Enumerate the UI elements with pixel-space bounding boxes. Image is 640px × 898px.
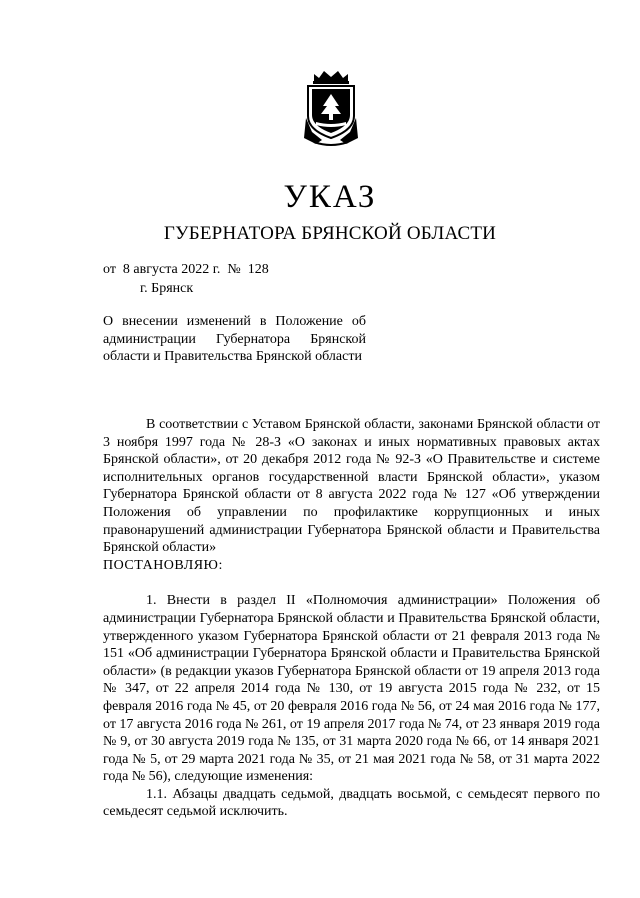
place-of-issue: г. Брянск <box>140 281 194 296</box>
document-body <box>103 416 600 821</box>
item-1-paragraph: 1. Внести в раздел II «Полномочия администрации» Положения об администрации Губернатора Брянской области и Правительства Брянской области, утвержденного указом Губернатора Брянской области от 21 февраля 2013 года № 151 «Об администрации Губернатора Брянской области и Правительства Брянской области» (в редакции указов Губернатора Брянской области от 19 апреля 2013 года № 347, от 22 апреля 2014 года № 130, от 19 августа 2015 года № 232, от 15 февраля 2016 года № 45, от 20 февраля 2016 года № 56, от 24 мая 2016 года № 177, от 17 августа 2016 года № 261, от 19 апреля 2017 года № 74, от 23 января 2019 года № 9, от 30 августа 2019 года № 135, от 31 марта 2020 года № 66, от 14 января 2021 года № 5, от 29 марта 2021 года № 35, от 21 мая 2021 года № 58, от 31 марта 2022 года № 56), следующие изменения: <box>103 593 600 785</box>
document-subject: О внесении изменений в Положение об администрации Губернатора Брянской области и Правительства Брянской области <box>103 314 366 364</box>
item-1-1-paragraph: 1.1. Абзацы двадцать седьмой, двадцать восьмой, с семьдесят первого по семьдесят седьмой исключить. <box>103 786 600 820</box>
resolve-word: ПОСТАНОВЛЯЮ: <box>103 557 223 573</box>
preamble-paragraph: В соответствии с Уставом Брянской области, законами Брянской области от 3 ноября 1997 года № 28-З «О законах и иных нормативных правовых актах Брянской области», от 20 декабря 2012 года № 92-З «О Правительстве и системе исполнительных органов государственной власти Брянской области», указом Губернатора Брянской области от 8 августа 2022 года № 127 «Об утверждении Положения об управлении по профилактике коррупционных и иных правонарушений администрации Губернатора Брянской области и Правительства Брянской области» <box>103 417 600 556</box>
document-title: УКАЗ <box>283 179 377 215</box>
date-and-number: от 8 августа 2022 г. № 128 <box>103 262 269 277</box>
bryansk-coat-of-arms-icon <box>302 68 360 148</box>
document-subtitle: ГУБЕРНАТОРА БРЯНСКОЙ ОБЛАСТИ <box>163 223 497 244</box>
